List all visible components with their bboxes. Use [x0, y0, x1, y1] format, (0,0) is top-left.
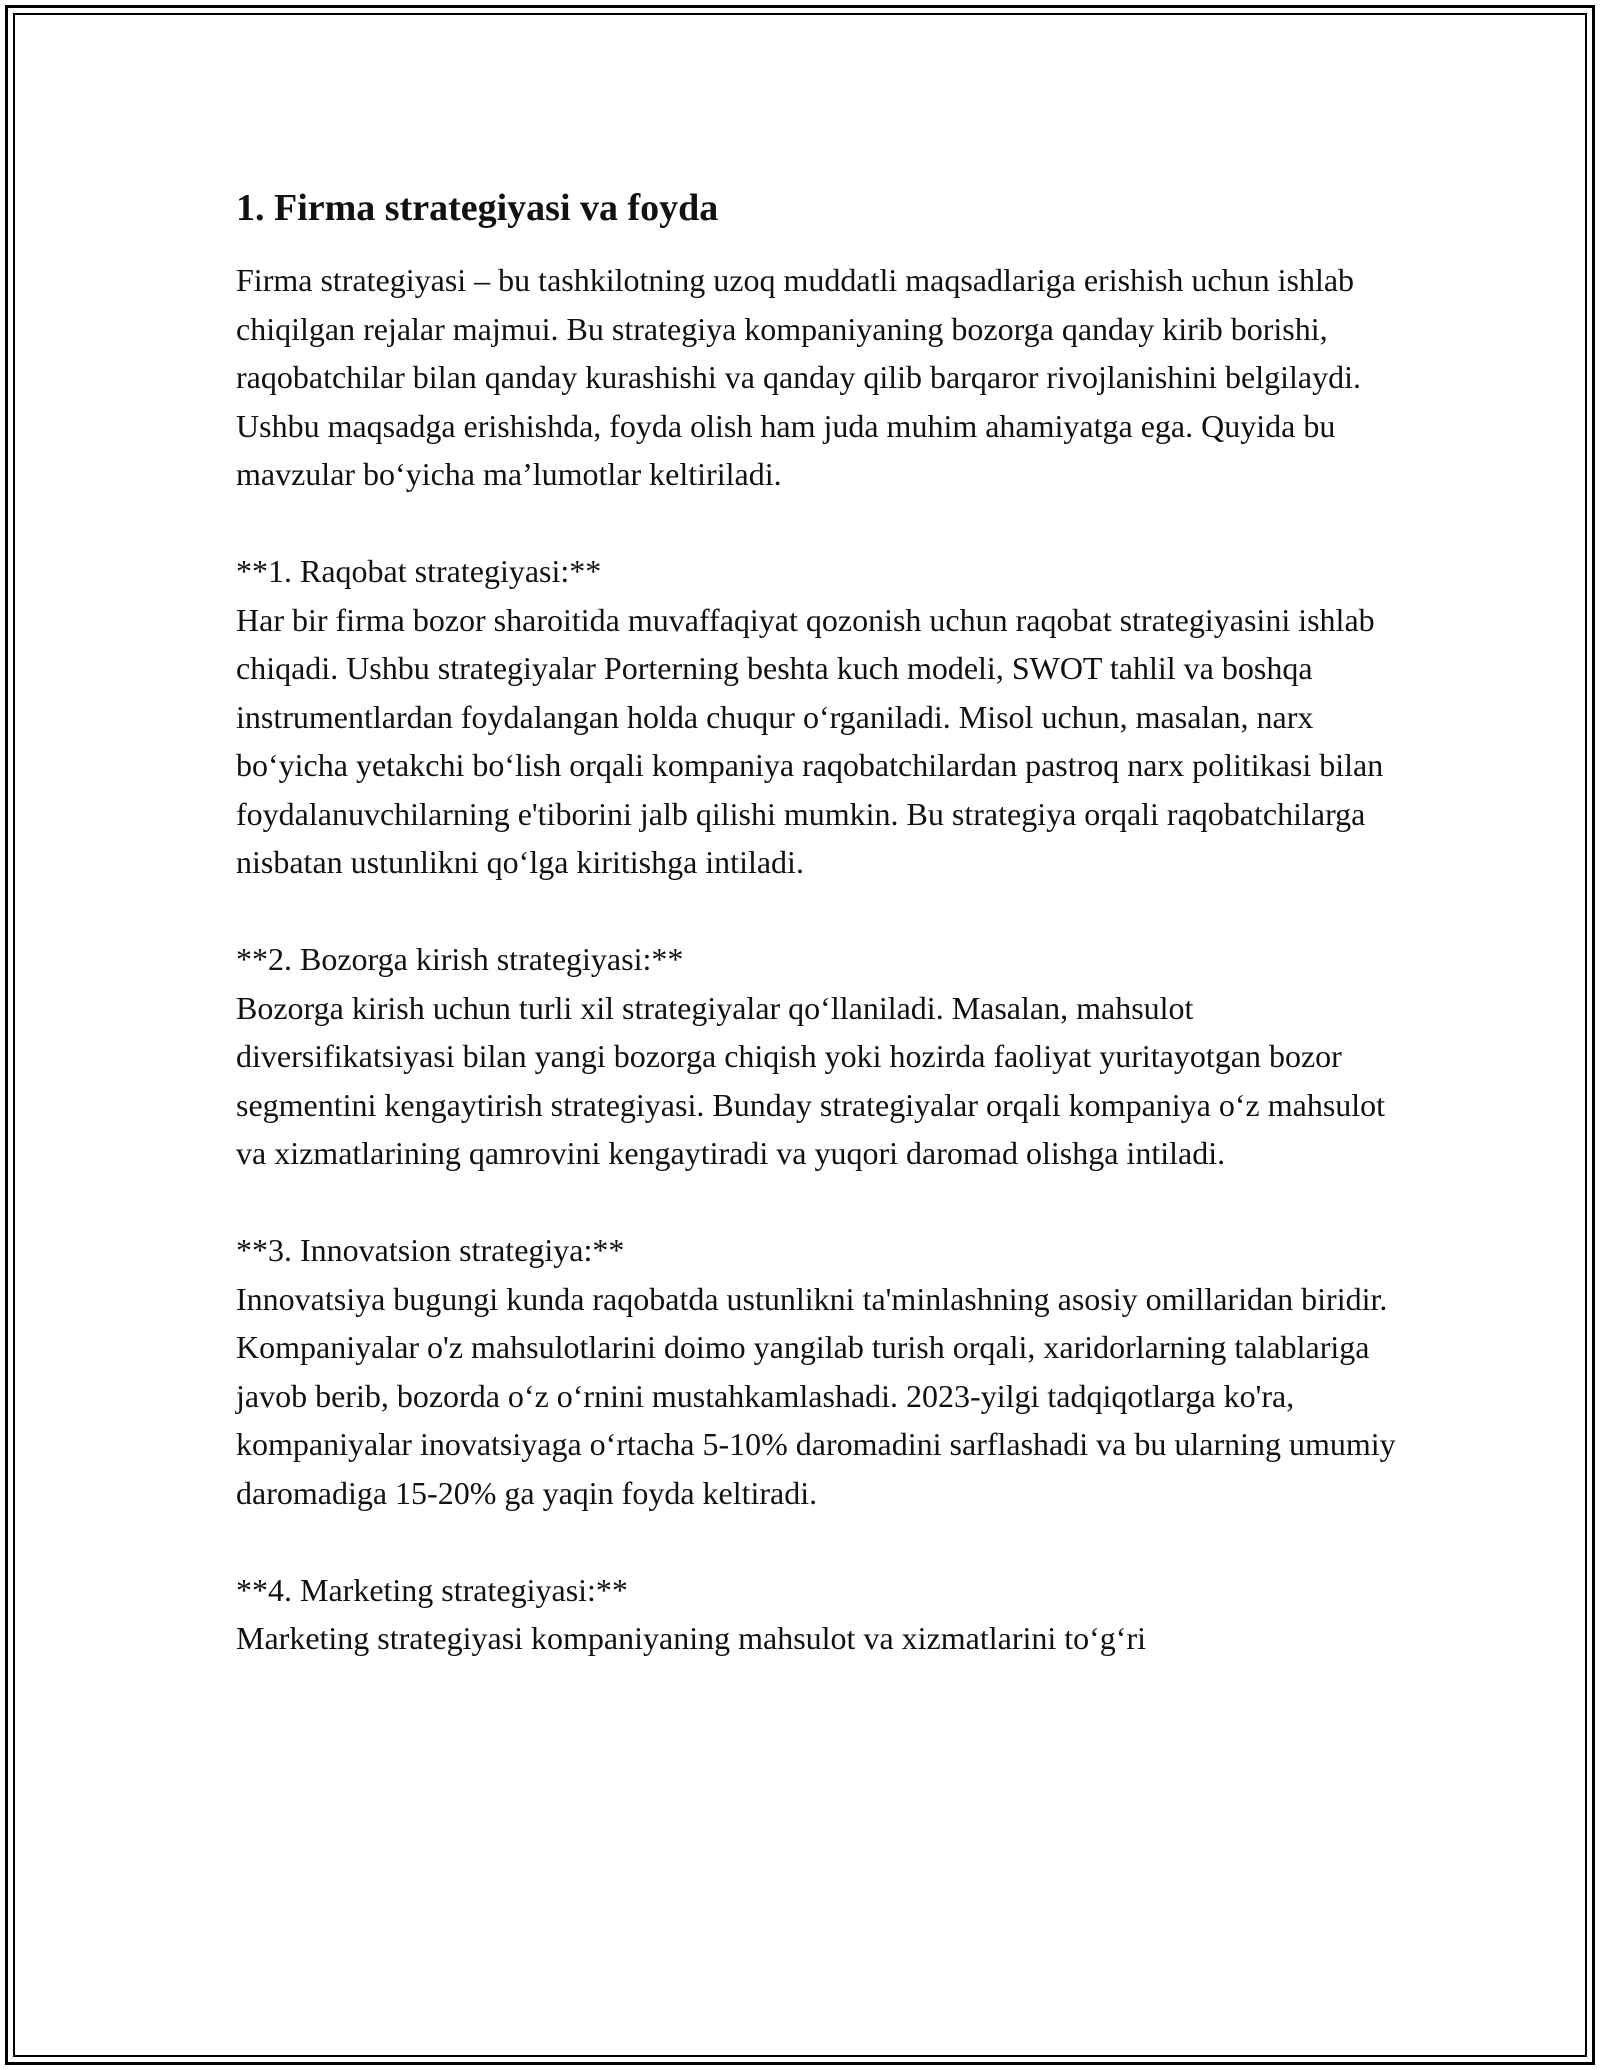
- section-heading: **1. Raqobat strategiyasi:**: [236, 553, 602, 589]
- intro-paragraph: Firma strategiyasi – bu tashkilotning uzoq muddatli maqsadlariga erishish uchun ishlab chiqilgan rejalar majmui. Bu strategiya kompaniyaning bozorga qanday kirib borishi, raqobatchilar bilan qanday kurashishi va qanday qilib barqaror rivojlanishini belgilaydi. Ushbu maqsadga erishishda, foyda olish ham juda muhim ahamiyatga ega. Quyida bu mavzular bo‘yicha ma’lumotlar keltiriladi.: [236, 262, 1362, 492]
- section-marketing: [236, 1566, 1396, 1663]
- section-bozorga-kirish: [236, 935, 1396, 1178]
- document-title: 1. Firma strategiyasi va foyda: [236, 187, 719, 229]
- section-paragraph: Marketing strategiyasi kompaniyaning mahsulot va xizmatlarini to‘g‘ri: [236, 1620, 1146, 1656]
- section-raqobat: [236, 547, 1396, 887]
- section-paragraph: Bozorga kirish uchun turli xil strategiyalar qo‘llaniladi. Masalan, mahsulot diversifikatsiyasi bilan yangi bozorga chiqish yoki hozirda faoliyat yuritayotgan bozor segmentini kengaytirish strategiyasi. Bunday strategiyalar orqali kompaniya o‘z mahsulot va xizmatlarining qamrovini kengaytiradi va yuqori daromad olishga intiladi.: [236, 989, 1386, 1171]
- section-heading: **2. Bozorga kirish strategiyasi:**: [236, 941, 684, 977]
- section-paragraph: Innovatsiya bugungi kunda raqobatda ustunlikni ta'minlashning asosiy omillaridan biridir. Kompaniyalar o'z mahsulotlarini doimo yangilab turish orqali, xaridorlarning talablariga javob berib, bozorda o‘z o‘rnini mustahkamlashadi. 2023-yilgi tadqiqotlarga ko'ra, kompaniyalar inovatsiyaga o‘rtacha 5-10% daromadini sarflashadi va bu ularning umumiy daromadiga 15-20% ga yaqin foyda keltiradi.: [236, 1280, 1396, 1511]
- section-innovatsion: [236, 1226, 1396, 1517]
- section-paragraph: Har bir firma bozor sharoitida muvaffaqiyat qozonish uchun raqobat strategiyasini ishlab chiqadi. Ushbu strategiyalar Porterning beshta kuch modeli, SWOT tahlil va boshqa instrumentlardan foydalangan holda chuqur o‘rganiladi. Misol uchun, masalan, narx bo‘yicha yetakchi bo‘lish orqali kompaniya raqobatchilardan pastroq narx politikasi bilan foydalanuvchilarning e'tiborini jalb qilishi mumkin. Bu strategiya orqali raqobatchilarga nisbatan ustunlikni qo‘lga kiritishga intiladi.: [236, 601, 1384, 880]
- section-heading: **3. Innovatsion strategiya:**: [236, 1232, 625, 1268]
- document-body: [236, 184, 1396, 1711]
- section-heading: **4. Marketing strategiyasi:**: [236, 1571, 628, 1608]
